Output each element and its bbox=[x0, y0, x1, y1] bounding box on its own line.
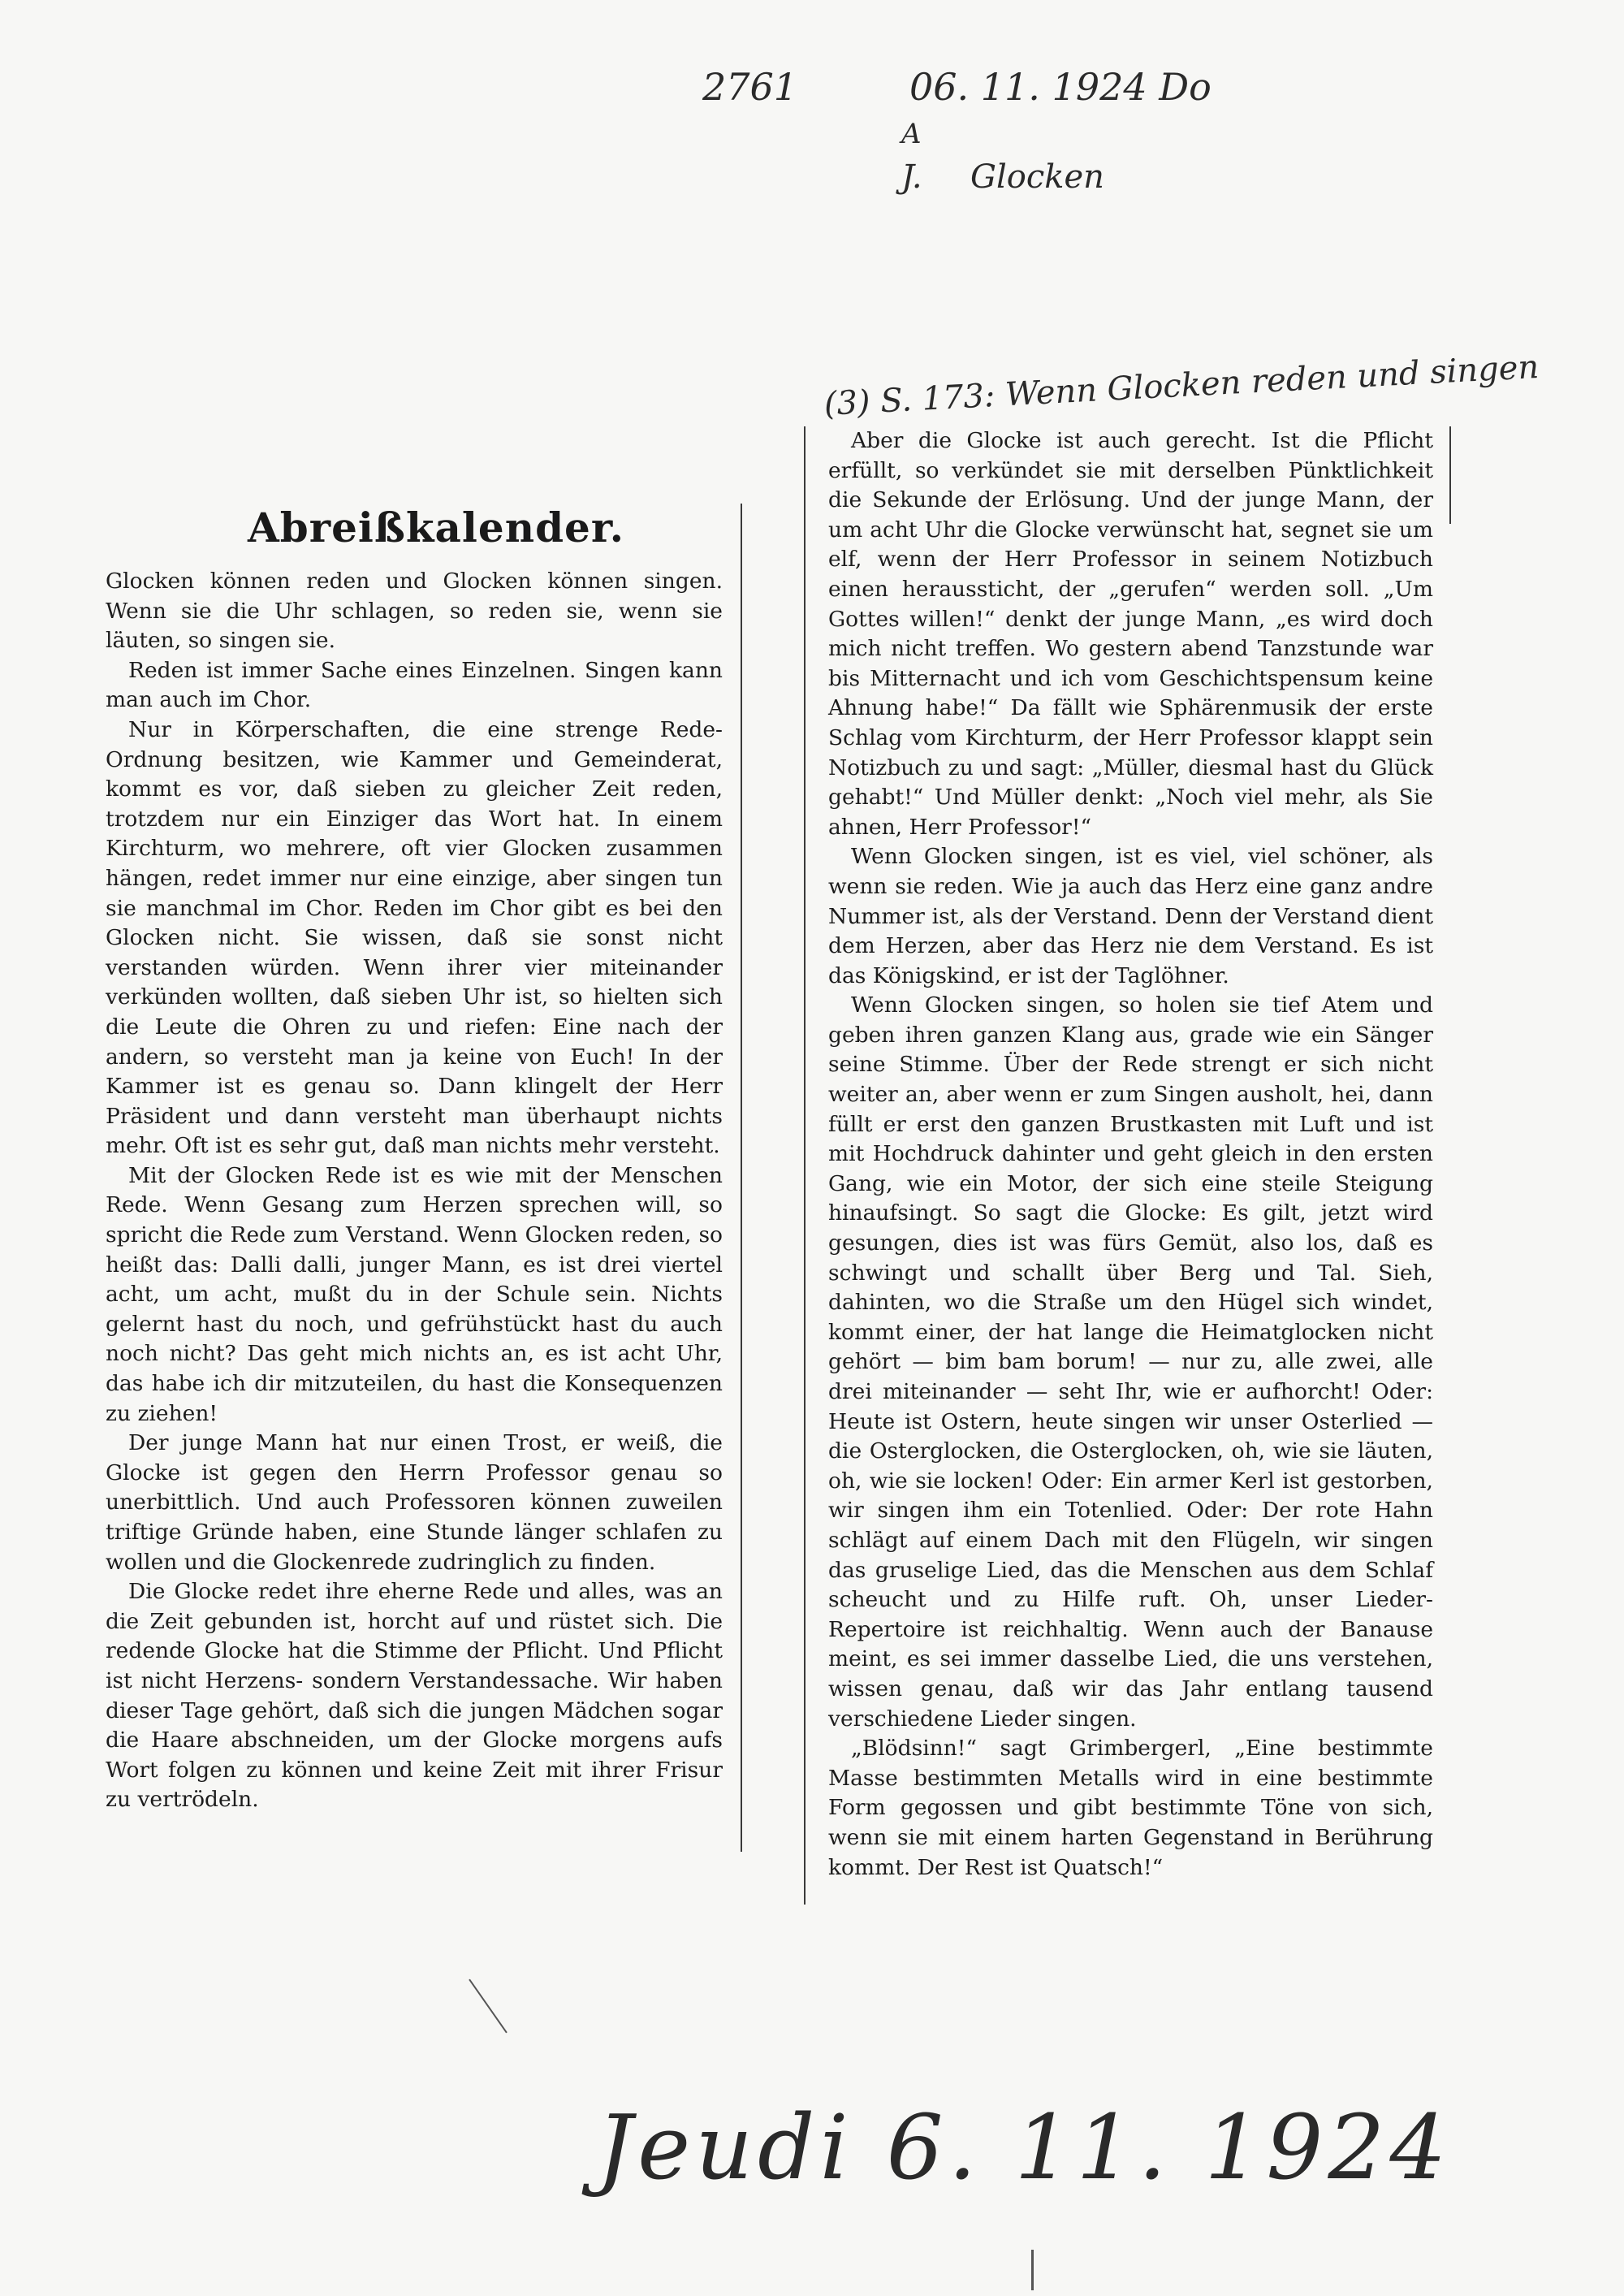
column-rule-right-edge bbox=[1449, 426, 1451, 524]
scan-mark bbox=[1031, 2250, 1034, 2290]
article-left-column bbox=[106, 567, 723, 1815]
paragraph: Wenn Glocken singen, so holen sie tief Atem und geben ihren ganzen Klang aus, grade wie ein Sänger seine Stimme. Über der Rede strengt er sich nicht weiter an, aber wenn er zum Singen ausholt, hei, dann füllt er erst den ganzen Brustkasten mit Luft und ist mit Hochdruck dahinter und geht gleich in den ersten Gang, wie ein Motor, der sich eine steile Steigung hinaufsingt. So sagt die Glocke: Es gilt, jetzt wird gesungen, dies ist was fürs Gemüt, also los, daß es schwingt und schallt über Berg und Tal. Sieh, dahinten, wo die Straße um den Hügel sich windet, kommt einer, der hat lange die Heimatglocken nicht gehört — bim bam borum! — nur zu, alle zwei, alle drei miteinander — seht Ihr, wie er aufhorcht! Oder: Heute ist Ostern, heute singen wir unser Osterlied — die Osterglocken, die Osterglocken, oh, wie sie läuten, oh, wie sie locken! Oder: Ein armer Kerl ist gestorben, wir singen ihm ein Totenlied. Oder: Der rote Hahn schlägt auf einem Dach mit den Flügeln, wir singen das gruselige Lied, das die Menschen aus dem Schlaf scheucht und zu Hilfe ruft. Oh, unser Lieder-Repertoire ist reichhaltig. Wenn auch der Banause meint, es sei immer dasselbe Lied, die uns verstehen, wissen genau, daß wir das Jahr entlang tausend verschiedene Lieder singen. bbox=[828, 992, 1433, 1732]
paragraph: Reden ist immer Sache eines Einzelnen. Singen kann man auch im Chor. bbox=[106, 657, 723, 713]
article-right-column bbox=[828, 426, 1433, 1883]
column-rule-right bbox=[804, 426, 806, 1905]
archive-title: Glocken bbox=[970, 158, 1104, 196]
article-title: Abreißkalender. bbox=[248, 504, 625, 551]
paragraph: Wenn Glocken singen, ist es viel, viel schöner, als wenn sie reden. Wie ja auch das Herz eine ganz andre Nummer ist, als der Verstand. Denn der Verstand dient dem Herzen, aber das Herz nie dem Verstand. Es ist das Königskind, er ist der Taglöhner. bbox=[828, 844, 1433, 988]
archive-ref: J. bbox=[901, 158, 922, 196]
paragraph: Aber die Glocke ist auch gerecht. Ist die Pflicht erfüllt, so verkündet sie mit derselben Pünktlichkeit die Sekunde der Erlösung. Und der junge Mann, der um acht Uhr die Glocke verwünscht hat, segnet sie um elf, wenn der Herr Professor in seinem Notizbuch einen heraussticht, der „gerufen“ werden soll. „Um Gottes willen!“ denkt der junge Mann, „es wird doch mich nicht treffen. Wo gestern abend Tanzstunde war bis Mitternacht und ich vom Geschichtspensum keine Ahnung habe!“ Da fällt wie Sphärenmusik der erste Schlag vom Kirchturm, der Herr Professor klappt sein Notizbuch zu und sagt: „Müller, diesmal hast du Glück gehabt!“ Und Müller denkt: „Noch viel mehr, als Sie ahnen, Herr Professor!“ bbox=[828, 428, 1433, 840]
archive-date: 06. 11. 1924 Do bbox=[909, 65, 1212, 109]
column-rule-left bbox=[741, 504, 742, 1852]
archive-number: 2761 bbox=[702, 65, 798, 109]
reference-note: (3) S. 173: Wenn Glocken reden und singen bbox=[823, 348, 1540, 423]
paragraph: Nur in Körperschaften, die eine strenge Rede-Ordnung besitzen, wie Kammer und Gemeinderat, kommt es vor, daß sieben zu gleicher Zeit reden, trotzdem nur ein Einziger das Wort hat. In einem Kirchturm, wo mehrere, oft vier Glocken zusammen hängen, redet immer nur eine einzige, aber singen tun sie manchmal im Chor. Reden im Chor gibt es bei den Glocken nicht. Sie wissen, daß sie sonst nicht verstanden würden. Wenn ihrer vier miteinander verkünden wollten, daß sieben Uhr ist, so hielten sich die Leute die Ohren zu und riefen: Eine nach der andern, so versteht man ja keine von Euch! In der Kammer ist es genau so. Dann klingelt der Herr Präsident und dann versteht man überhaupt nichts mehr. Oft ist es sehr gut, daß man nichts mehr versteht. bbox=[106, 716, 723, 1159]
archive-letter: A bbox=[901, 118, 922, 150]
paragraph: Mit der Glocken Rede ist es wie mit der Menschen Rede. Wenn Gesang zum Herzen sprechen will, so spricht die Rede zum Verstand. Wenn Glocken reden, so heißt das: Dalli dalli, junger Mann, es ist drei viertel acht, um acht, mußt du in der Schule sein. Nichts gelernt hast du noch, und gefrühstückt hast du auch noch nicht? Das geht mich nichts an, es ist acht Uhr, das habe ich dir mitzuteilen, du hast die Konsequenzen zu ziehen! bbox=[106, 1162, 723, 1426]
paragraph: Die Glocke redet ihre eherne Rede und alles, was an die Zeit gebunden ist, horcht auf und rüstet sich. Die redende Glocke hat die Stimme der Pflicht. Und Pflicht ist nicht Herzens- sondern Verstandessache. Wir haben dieser Tage gehört, daß sich die jungen Mädchen sogar die Haare abschneiden, um der Glocke morgens aufs Wort folgen zu können und keine Zeit mit ihrer Frisur zu vertrödeln. bbox=[106, 1579, 723, 1813]
handwritten-date: Jeudi 6. 11. 1924 bbox=[597, 2095, 1452, 2199]
paragraph: Glocken können reden und Glocken können singen. Wenn sie die Uhr schlagen, so reden sie, wenn sie läuten, so singen sie. bbox=[106, 569, 723, 654]
paragraph: „Blödsinn!“ sagt Grimbergerl, „Eine bestimmte Masse bestimmten Metalls wird in eine bestimmte Form gegossen und gibt bestimmte Töne von sich, wenn sie mit einem harten Gegenstand in Berührung kommt. Der Rest ist Quatsch!“ bbox=[828, 1736, 1433, 1880]
scan-mark bbox=[469, 1979, 508, 2034]
paragraph: Der junge Mann hat nur einen Trost, er weiß, die Glocke ist gegen den Herrn Professor genau so unerbittlich. Und auch Professoren können zuweilen triftige Gründe haben, eine Stunde länger schlafen zu wollen und die Glockenrede zudringlich zu finden. bbox=[106, 1430, 723, 1575]
